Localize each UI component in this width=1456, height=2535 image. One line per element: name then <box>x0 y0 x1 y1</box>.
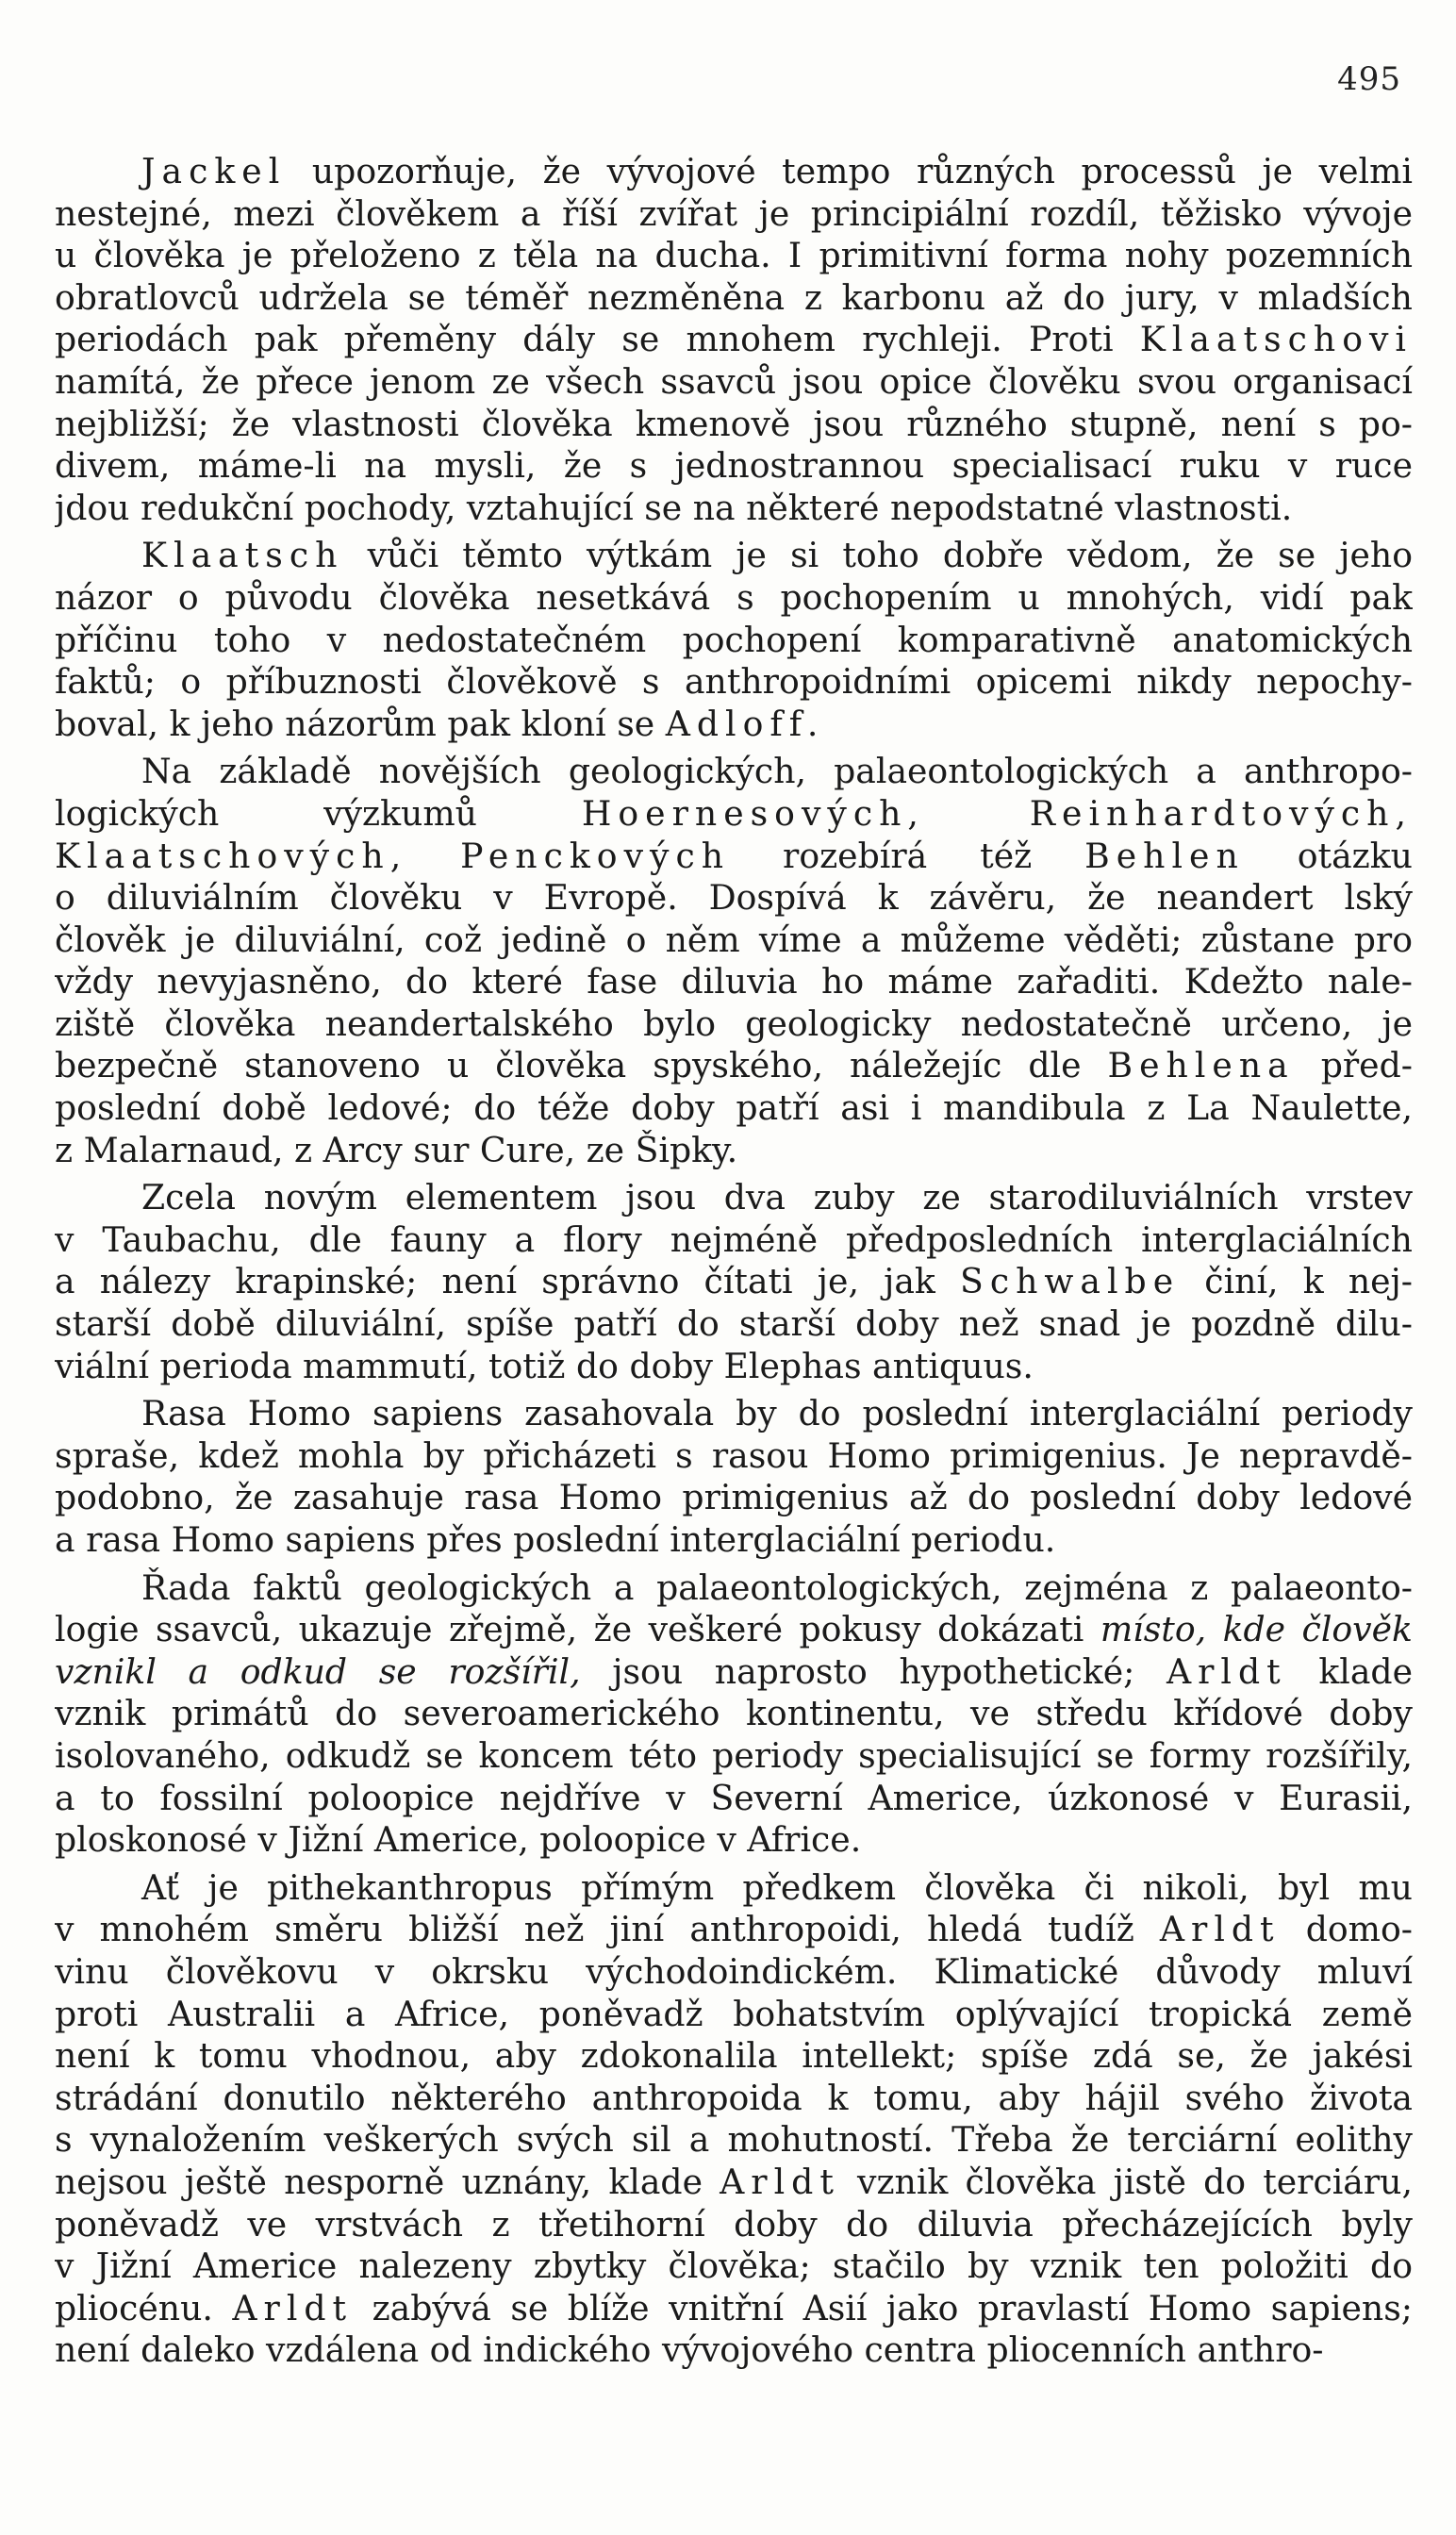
text-line <box>55 2035 1413 2078</box>
text-run: upozorňuje, že vývojové tempo různých processů je velmi <box>286 151 1413 191</box>
spaced-name: Reinhardtových, <box>1029 792 1413 834</box>
text-run: v mnohém směru bližší než jiní anthropoidi, hledá tudíž <box>55 1909 1160 1950</box>
text-line <box>55 2119 1413 2162</box>
text-run: poněvadž ve vrstvách z třetihorní doby do diluvia přecházejících byly <box>55 2203 1413 2245</box>
text-line <box>55 193 1413 236</box>
text-run: namítá, že přece jenom ze všech ssavců jsou opice člověku svou organisací <box>55 360 1413 402</box>
text-run: u člověka je přeloženo z těla na ducha. I primitivní forma nohy pozemních <box>55 235 1413 276</box>
paragraph <box>55 535 1413 745</box>
text-run: ploskonosé v Jižní Americe, poloopice v Africe. <box>55 1819 862 1861</box>
text-run: boval, k jeho názorům pak kloní se <box>55 703 666 744</box>
text-run: Zcela novým elementem jsou dva zuby ze starodiluviálních vrstev <box>141 1177 1413 1218</box>
text-run: rozebírá též <box>730 835 1085 876</box>
text-line <box>55 1519 1413 1562</box>
spaced-name: Arldt <box>1159 1909 1281 1950</box>
text-line <box>55 2162 1413 2204</box>
text-run: obratlovců udržela se téměř nezměněna z karbonu až do jury, v mladších <box>55 276 1413 318</box>
paragraph <box>55 1567 1413 1862</box>
text-run: před- <box>1294 1045 1413 1086</box>
text-run: příčinu toho v nedostatečném pochopení komparativně anatomických <box>55 619 1413 660</box>
text-line <box>55 1651 1413 1694</box>
text-run <box>407 836 460 876</box>
text-line <box>55 1951 1413 1994</box>
spaced-name: Arldt <box>720 2161 840 2202</box>
text-line <box>55 1435 1413 1478</box>
text-run: nejsou ještě nesporně uznány, klade <box>55 2161 720 2202</box>
body-text <box>55 151 1413 2372</box>
text-run: domo- <box>1280 1909 1413 1950</box>
text-line <box>55 661 1413 704</box>
text-run: vznik primátů do severoamerického kontinentu, ve středu křídové doby <box>55 1693 1413 1734</box>
text-run: není k tomu vhodnou, aby zdokonalila intellekt; spíše zdá se, že jakési <box>55 2035 1413 2077</box>
text-line <box>55 1393 1413 1435</box>
text-line <box>55 577 1413 620</box>
text-line <box>55 2288 1413 2330</box>
text-line <box>55 836 1413 878</box>
text-run: v Taubachu, dle fauny a flory nejméně předposledních interglaciálních <box>55 1218 1413 1260</box>
text-line <box>55 445 1413 488</box>
text-run: jdou redukční pochody, vztahující se na některé nepodstatné vlastnosti. <box>55 487 1293 528</box>
spaced-name: Jackel <box>141 151 287 191</box>
spaced-name: Adloff. <box>665 703 825 744</box>
text-run: podobno, že zasahuje rasa Homo primigenius až do poslední doby ledové <box>55 1477 1413 1518</box>
text-run: z Malarnaud, z Arcy sur Cure, ze Šipky. <box>55 1129 738 1170</box>
spaced-name: Hoernesových, <box>581 792 925 834</box>
text-run: není daleko vzdálena od indického vývojového centra pliocenních anthro- <box>55 2329 1324 2371</box>
paragraph <box>55 151 1413 529</box>
text-line <box>55 793 1413 836</box>
text-run: divem, máme-li na mysli, že s jednostrannou specialisací ruku v ruce <box>55 445 1413 487</box>
paragraph <box>55 751 1413 1171</box>
text-run: a nálezy krapinské; není správno čítati je, jak <box>55 1261 961 1302</box>
text-run: nejbližší; že vlastnosti člověka kmenově jsou různého stupně, není s po- <box>55 403 1413 444</box>
text-line <box>55 277 1413 320</box>
text-line <box>55 361 1413 404</box>
text-line <box>55 1693 1413 1735</box>
text-run: poslední době ledové; do téže doby patří asi i mandibula z La Naulette, <box>55 1087 1413 1129</box>
text-run: viální perioda mammutí, totiž do doby Elephas antiquus. <box>55 1345 1034 1386</box>
text-line <box>55 1909 1413 1951</box>
paragraph <box>55 1867 1413 2372</box>
text-line <box>55 1819 1413 1862</box>
text-run: činí, k nej- <box>1180 1261 1413 1302</box>
text-line <box>55 2078 1413 2120</box>
text-run: klade <box>1286 1650 1413 1692</box>
spaced-name: Klaatsch <box>141 535 344 576</box>
text-run: nestejné, mezi člověkem a říší zvířat je principiální rozdíl, těžisko vývoje <box>55 192 1413 234</box>
spaced-name: Schwalbe <box>960 1261 1181 1302</box>
text-run: pliocénu. <box>55 2287 233 2328</box>
text-run: s vynaložením veškerých svých sil a mohutností. Třeba že terciární eolithy <box>55 2119 1413 2161</box>
text-line <box>55 1177 1413 1219</box>
paragraph <box>55 1177 1413 1387</box>
spaced-name: Klaatschovi <box>1139 319 1413 360</box>
text-run: vznik člověka jistě do terciáru, <box>839 2161 1413 2202</box>
paragraph <box>55 1393 1413 1561</box>
text-line <box>55 319 1413 361</box>
text-line <box>55 535 1413 577</box>
text-run: v Jižní Americe nalezeny zbytky člověka; stačilo by vznik ten položiti do <box>55 2245 1413 2287</box>
text-line <box>55 751 1413 793</box>
text-run: isolovaného, odkudž se koncem této periody specialisující se formy rozšířily, <box>55 1734 1413 1776</box>
text-run: vždy nevyjasněno, do které fase diluvia ho máme zařaditi. Kdežto nale- <box>55 961 1413 1002</box>
italic-text: místo, kde člověk <box>1100 1609 1413 1650</box>
text-line <box>55 235 1413 277</box>
text-run <box>925 793 1030 834</box>
text-run: ziště člověka neandertalského bylo geologicky nedostatečně určeno, je <box>55 1002 1413 1044</box>
text-run: periodách pak přeměny dály se mnohem rychleji. Proti <box>55 319 1140 360</box>
text-run: proti Australii a Africe, poněvadž bohatstvím oplývající tropická země <box>55 1993 1413 2034</box>
text-run: zabývá se blíže vnitřní Asií jako pravlastí Homo sapiens; <box>353 2287 1413 2328</box>
text-line <box>55 620 1413 662</box>
text-run: Ať je pithekanthropus přímým předkem člověka či nikoli, byl mu <box>141 1866 1413 1908</box>
text-line <box>55 1346 1413 1388</box>
text-line <box>55 704 1413 746</box>
text-run: jsou naprosto hypothetické; <box>580 1650 1166 1692</box>
text-run: Řada faktů geologických a palaeontologických, zejména z palaeonto- <box>141 1566 1413 1608</box>
text-line <box>55 404 1413 446</box>
text-line <box>55 1609 1413 1651</box>
text-run: Rasa Homo sapiens zasahovala by do poslední interglaciální periody <box>141 1393 1413 1434</box>
text-run: strádání donutilo některého anthropoida k tomu, aby hájil svého života <box>55 2077 1413 2118</box>
text-line <box>55 920 1413 962</box>
text-line <box>55 1735 1413 1778</box>
text-run: starší době diluviální, spíše patří do starší doby než snad je pozdně dilu- <box>55 1303 1413 1345</box>
text-run: logických výzkumů <box>55 792 582 834</box>
text-line <box>55 1087 1413 1130</box>
spaced-name: Behlen <box>1084 835 1245 876</box>
text-line <box>55 2204 1413 2246</box>
text-line <box>55 1003 1413 1046</box>
text-line <box>55 1994 1413 2036</box>
text-run: faktů; o příbuznosti člověkově s anthropoidními opicemi nikdy nepochy- <box>55 661 1413 703</box>
text-run: spraše, kdež mohla by přicházeti s rasou Homo primigenius. Je nepravdě- <box>55 1434 1413 1476</box>
text-line <box>55 151 1413 193</box>
text-line <box>55 1867 1413 1910</box>
text-run: otázku <box>1244 835 1413 876</box>
spaced-name: Penckových <box>460 835 731 876</box>
text-run: logie ssavců, ukazuje zřejmě, že veškeré pokusy dokázati <box>55 1609 1100 1650</box>
text-line <box>55 1261 1413 1303</box>
text-run: bezpečně stanoveno u člověka spyského, náležejíc dle <box>55 1045 1108 1086</box>
spaced-name: Arldt <box>232 2287 354 2328</box>
spaced-name: Behlena <box>1107 1045 1295 1086</box>
italic-text: vznikl a odkud se rozšířil, <box>55 1650 581 1692</box>
text-line <box>55 488 1413 530</box>
text-run: Na základě novějších geologických, palaeontologických a anthropo- <box>141 751 1413 792</box>
text-run: člověk je diluviální, což jedině o něm víme a můžeme věděti; zůstane pro <box>55 919 1413 960</box>
text-line <box>55 877 1413 920</box>
text-line <box>55 1778 1413 1820</box>
text-line <box>55 1567 1413 1610</box>
text-line <box>55 1303 1413 1346</box>
text-line <box>55 1045 1413 1087</box>
page-number: 495 <box>1337 60 1401 98</box>
spaced-name: Arldt <box>1166 1650 1287 1692</box>
text-run: a rasa Homo sapiens přes poslední interglaciální periodu. <box>55 1519 1056 1560</box>
text-line <box>55 2245 1413 2288</box>
text-line <box>55 1219 1413 1262</box>
text-run: vůči těmto výtkám je si toho dobře vědom, že se jeho <box>343 535 1413 576</box>
text-line <box>55 961 1413 1003</box>
text-run: vinu člověkovu v okrsku východoindickém. Klimatické důvody mluví <box>55 1950 1413 1992</box>
text-run: názor o původu člověka nesetkává s pochopením u mnohých, vidí pak <box>55 576 1413 618</box>
text-line <box>55 1477 1413 1519</box>
text-run: o diluviálním člověku v Evropě. Dospívá k závěru, že neandert lský <box>55 877 1413 919</box>
text-run: a to fossilní poloopice nejdříve v Severní Americe, úzkonosé v Eurasii, <box>55 1777 1413 1818</box>
text-line <box>55 2329 1413 2372</box>
text-line <box>55 1130 1413 1172</box>
spaced-name: Klaatschových, <box>55 835 408 876</box>
